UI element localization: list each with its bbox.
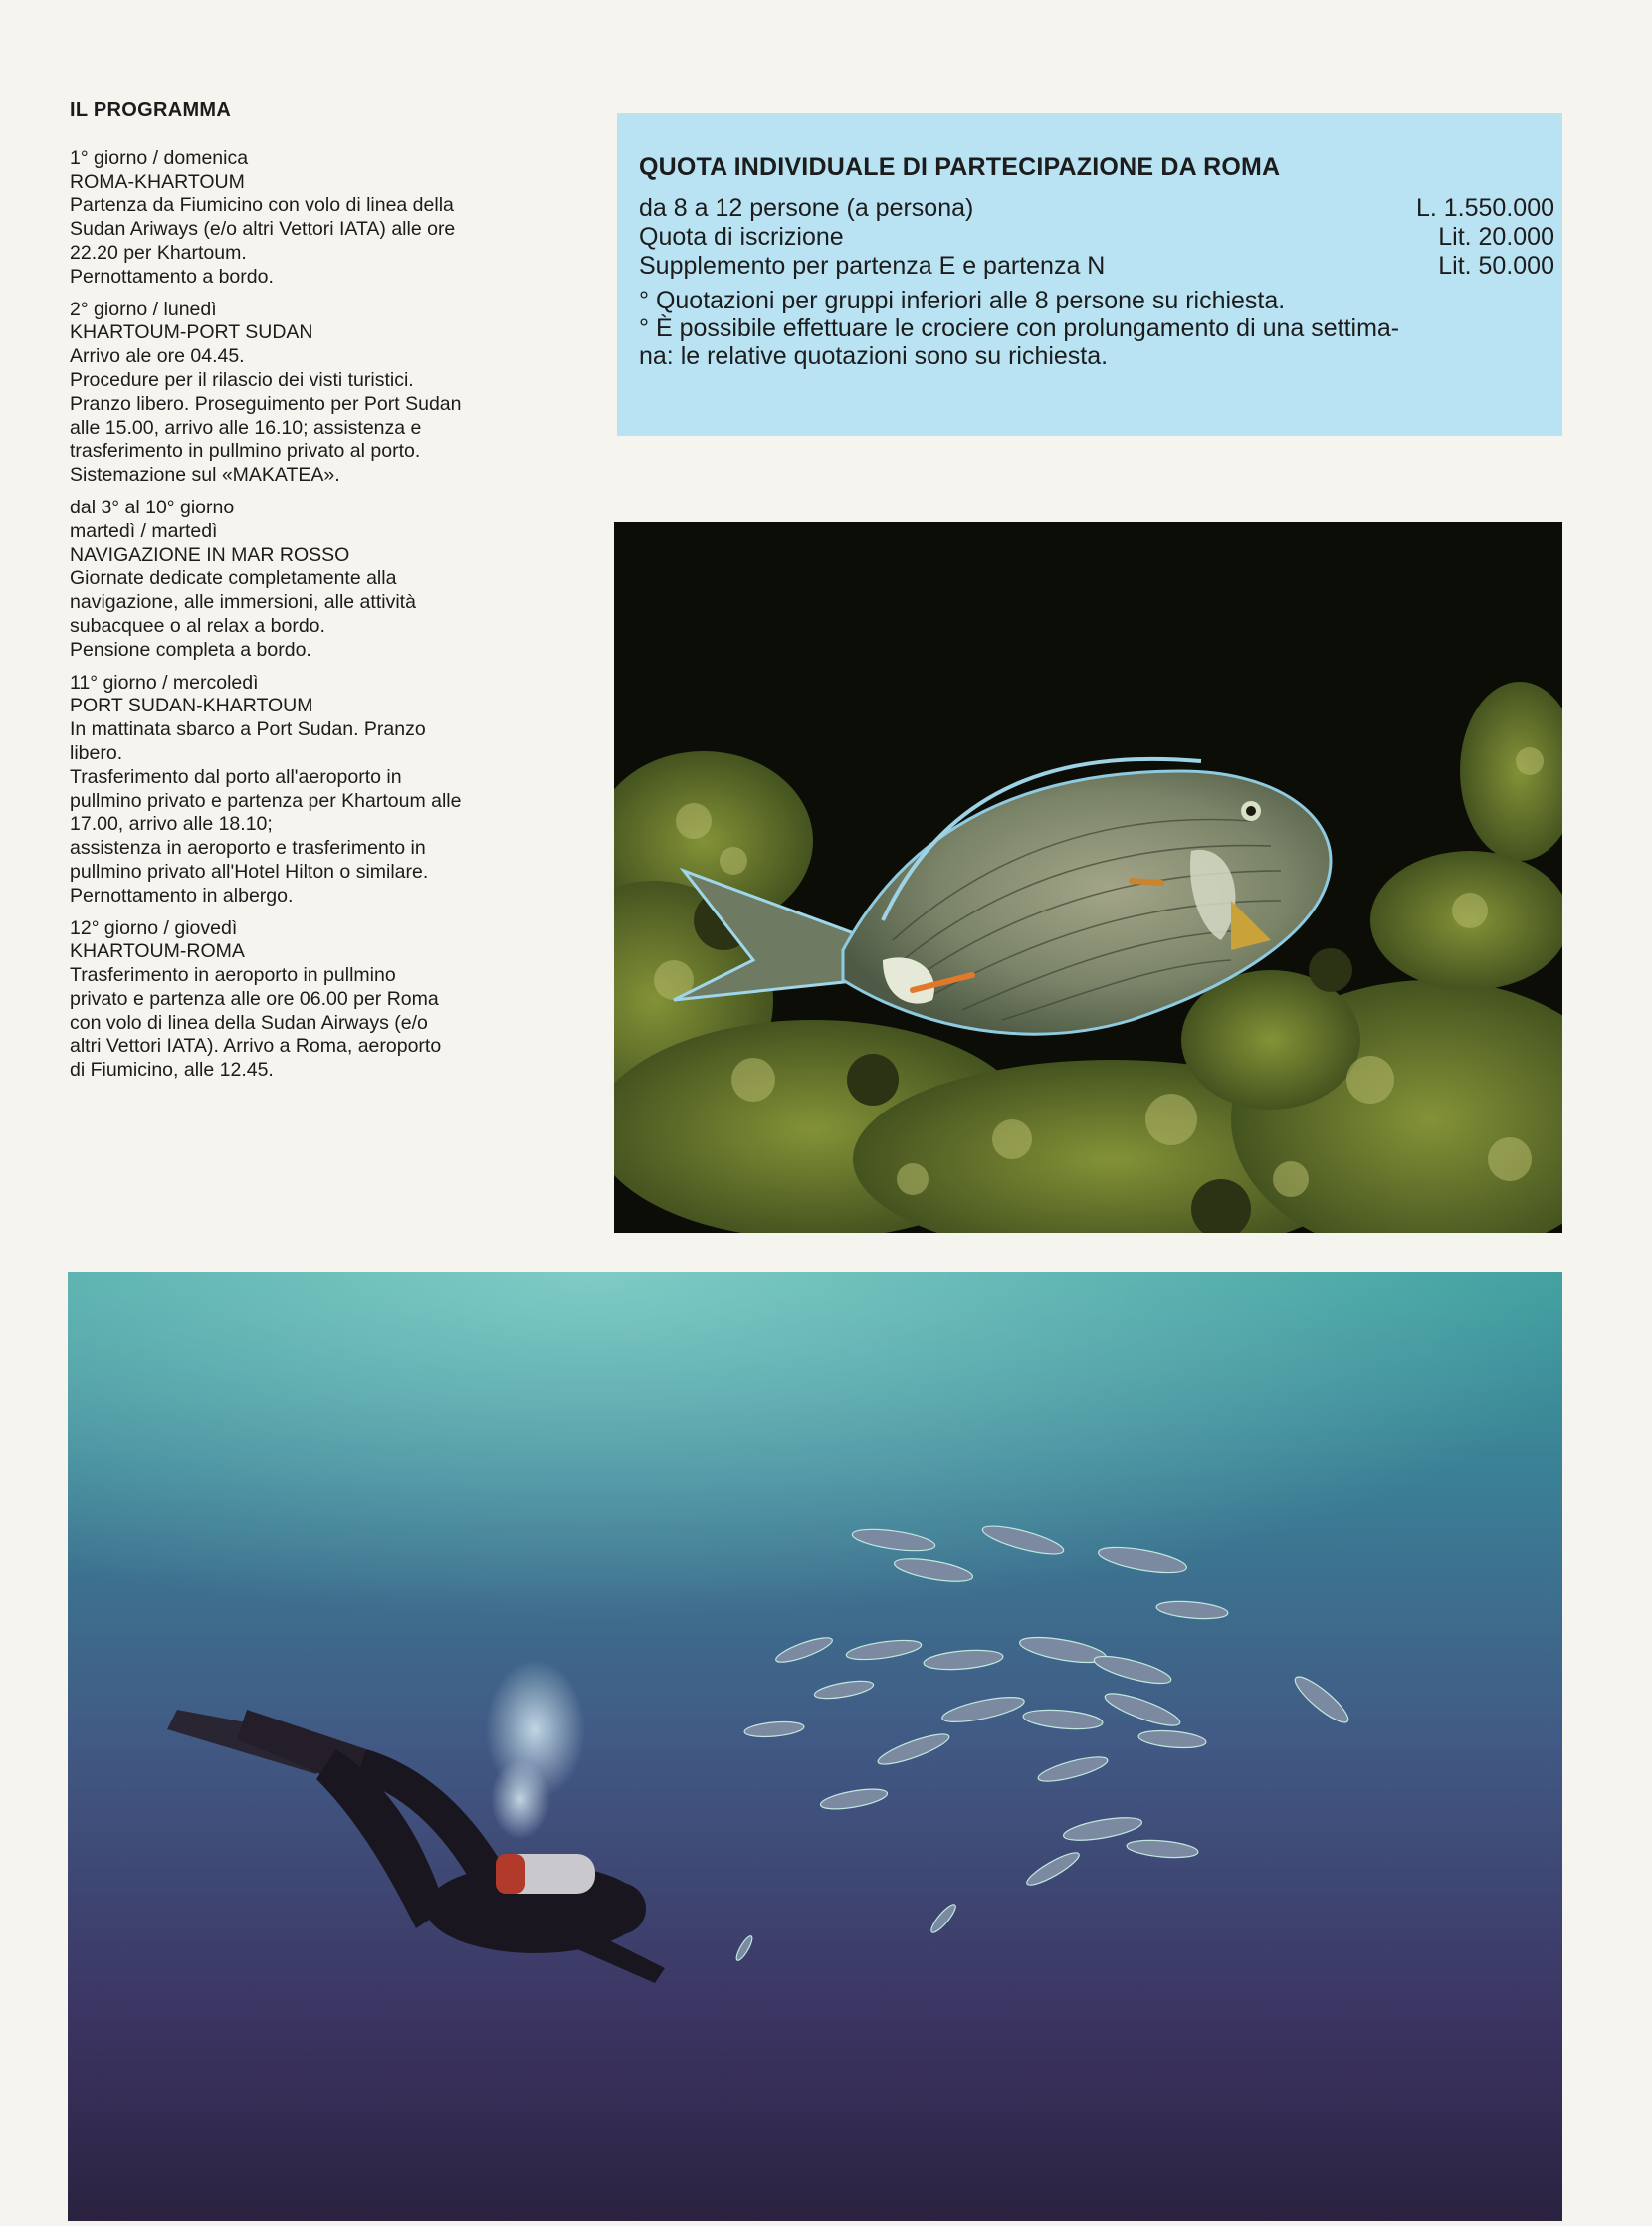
day-entry	[70, 299, 567, 488]
program-heading: IL PROGRAMMA	[70, 100, 232, 121]
day-description: Arrivo ale ore 04.45. Procedure per il rilascio dei visti turistici. Pranzo libero. Proseguimento per Port Sudan alle 15.00, arrivo alle 16.10; assistenza e trasferimento in pullmino privato al porto. Sistemazione sul «MAKATEA».	[70, 345, 462, 487]
program-section	[70, 100, 567, 1092]
day-description: Trasferimento in aeroporto in pullmino privato e partenza alle ore 06.00 per Roma con volo di linea della Sudan Airways (e/o altri Vettori IATA). Arrivo a Roma, aeroporto di Fiumicino, alle 12.45.	[70, 964, 442, 1082]
surgeonfish-photo	[614, 522, 1562, 1233]
price-row	[639, 194, 1554, 223]
day-label: 12° giorno / giovedì	[70, 916, 238, 939]
day-route: PORT SUDAN-KHARTOUM	[70, 695, 313, 717]
day-entry	[70, 672, 567, 909]
price-notes	[639, 287, 1562, 370]
diver-illustration	[68, 1272, 1562, 2221]
price-value: Lit. 50.000	[1438, 252, 1554, 280]
price-note: ° Quotazioni per gruppi inferiori alle 8 persone su richiesta.	[639, 287, 1286, 314]
day-entry	[70, 147, 567, 290]
price-label: da 8 a 12 persone (a persona)	[639, 194, 974, 222]
price-box-title: QUOTA INDIVIDUALE DI PARTECIPAZIONE DA ROMA	[639, 153, 1281, 181]
day-label: dal 3° al 10° giorno martedì / martedì	[70, 496, 235, 542]
day-route: KHARTOUM-ROMA	[70, 940, 245, 963]
day-entry	[70, 917, 567, 1084]
day-route: KHARTOUM-PORT SUDAN	[70, 321, 313, 344]
day-label: 11° giorno / mercoledì	[70, 671, 259, 694]
price-box	[617, 113, 1562, 436]
price-label: Supplemento per partenza E e partenza N	[639, 252, 1106, 280]
day-description: Partenza da Fiumicino con volo di linea della Sudan Ariways (e/o altri Vettori IATA) alle ore 22.20 per Khartoum. Pernottamento a bordo.	[70, 194, 456, 288]
price-note: ° È possibile effettuare le crociere con prolungamento di una settima- na: le relative quotazioni sono su richiesta.	[639, 314, 1400, 370]
day-route: ROMA-KHARTOUM	[70, 170, 245, 193]
price-row	[639, 252, 1554, 281]
diver-photo	[68, 1272, 1562, 2221]
price-value: L. 1.550.000	[1415, 194, 1554, 222]
price-value: Lit. 20.000	[1438, 223, 1554, 251]
surgeonfish-illustration	[614, 522, 1562, 1233]
price-row	[639, 223, 1554, 252]
day-entry	[70, 497, 567, 663]
day-description: In mattinata sbarco a Port Sudan. Pranzo libero. Trasferimento dal porto all'aeroporto in pullmino privato e partenza per Khartoum alle 17.00, arrivo alle 18.10; assistenza in aeroporto e trasferimento in pullmino privato all'Hotel Hilton o similare. Pernottamento in albergo.	[70, 718, 462, 907]
day-description: Giornate dedicate completamente alla navigazione, alle immersioni, alle attività subacquee o al relax a bordo. Pensione completa a bordo.	[70, 567, 416, 661]
price-label: Quota di iscrizione	[639, 223, 844, 251]
day-label: 2° giorno / lunedì	[70, 298, 217, 320]
day-route: NAVIGAZIONE IN MAR ROSSO	[70, 543, 350, 566]
day-label: 1° giorno / domenica	[70, 146, 249, 169]
